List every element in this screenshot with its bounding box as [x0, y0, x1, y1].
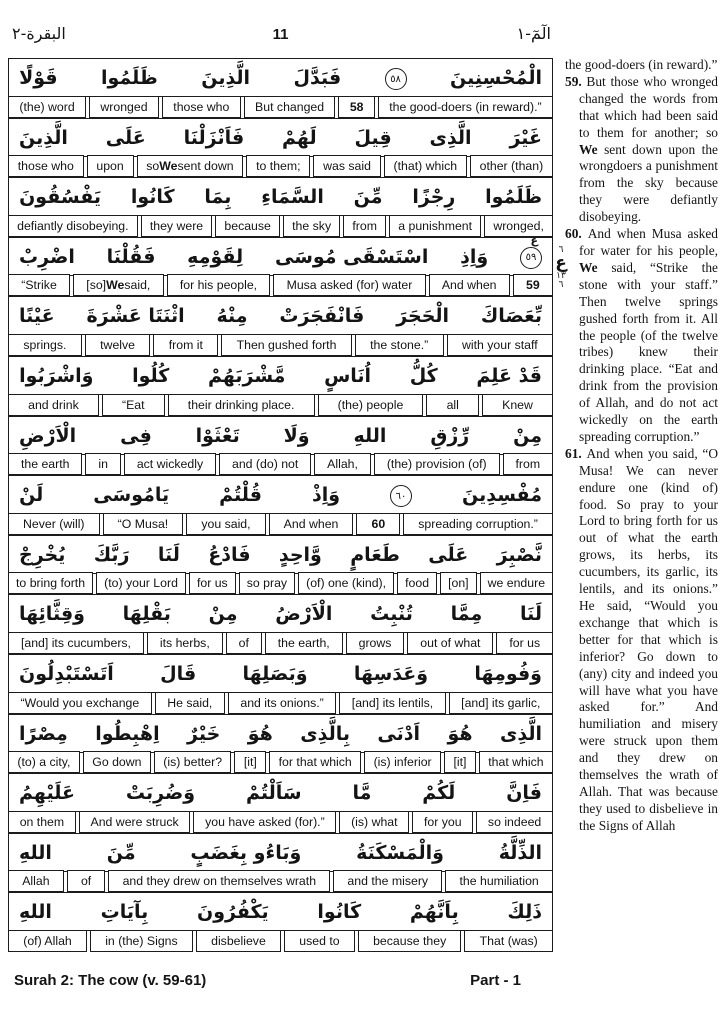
- arabic-line: [8, 356, 553, 395]
- arabic-word: فَقُلْنَا: [106, 245, 156, 268]
- translation-cell: Go down: [83, 751, 151, 773]
- translation-cell: (to) your Lord: [96, 572, 186, 594]
- verse-line-1: [8, 58, 553, 118]
- translation-cell: in: [85, 453, 120, 475]
- arabic-word: قَدْ عَلِمَ: [476, 364, 542, 387]
- arabic-word: اللهِ: [353, 424, 387, 447]
- translation-cell: they were: [141, 215, 213, 237]
- arabic-word: فَاِنَّ: [506, 782, 542, 805]
- translation-row: [8, 513, 553, 535]
- arabic-word: وَضُرِبَتْ: [125, 782, 196, 805]
- translation-cell: of: [67, 870, 106, 892]
- translation-row: [8, 692, 553, 714]
- translation-cell: (the) people: [318, 394, 424, 416]
- ayah-number-badge: ٥٨: [385, 68, 407, 90]
- arabic-word: مِصْرًا: [19, 722, 68, 745]
- translation-cell: (is) better?: [154, 751, 232, 773]
- translation-cell: spreading corruption.”: [403, 513, 553, 535]
- arabic-word: يَكْفُرُونَ: [196, 901, 269, 924]
- arabic-word: تُنْبِتُ: [370, 603, 413, 626]
- translation-cell: And were struck: [79, 811, 191, 833]
- translation-cell: “Would you exchange: [8, 692, 152, 714]
- verse-line-14: [8, 833, 553, 893]
- translation-cell: the earth: [8, 453, 82, 475]
- arabic-line: [8, 118, 553, 157]
- translation-row: [8, 453, 553, 475]
- translation-cell: so We sent down: [137, 155, 244, 177]
- arabic-word: الْحَجَرَ: [396, 305, 450, 328]
- translation-cell: with your staff: [447, 334, 553, 356]
- translation-cell: so pray: [239, 572, 295, 594]
- verse-line-3: [8, 177, 553, 237]
- translation-row: [8, 215, 553, 237]
- verse-line-11: [8, 654, 553, 714]
- arabic-word: وَبَصَلِهَا: [242, 662, 308, 685]
- arabic-word: مِنْ: [208, 603, 238, 626]
- arabic-word: لِقَوْمِهِ: [187, 245, 244, 268]
- verse-line-4: [8, 237, 553, 297]
- arabic-word: تَعْثَوْا: [195, 424, 240, 447]
- arabic-line: [8, 714, 553, 753]
- ayah-number-badge: ٦٠: [390, 485, 412, 507]
- translation-cell: 60: [356, 513, 400, 535]
- translation-row: [8, 274, 553, 296]
- ruku-top-number: ٦: [558, 245, 564, 255]
- arabic-line: [8, 296, 553, 335]
- arabic-word: لَهُمْ: [282, 126, 317, 149]
- page-number: 11: [272, 26, 289, 43]
- arabic-word: وَاِذْ: [311, 484, 341, 507]
- arabic-word: اثْنَتَا عَشْرَةَ: [86, 305, 185, 328]
- arabic-word: ذَلِكَ: [507, 901, 542, 924]
- translation-cell: Never (will): [8, 513, 100, 535]
- arabic-word: عَلَى: [105, 126, 146, 149]
- arabic-word: عَلَى: [428, 543, 469, 566]
- translation-cell: [and] its garlic,: [449, 692, 553, 714]
- translation-cell: a punishment: [389, 215, 481, 237]
- translation-cell: and its onions.”: [228, 692, 336, 714]
- translation-cell: “Eat: [102, 394, 165, 416]
- translation-cell: springs.: [8, 334, 82, 356]
- arabic-word: مُفْسِدِينَ: [462, 484, 542, 507]
- translation-row: [8, 632, 553, 654]
- footer-part-label: Part - 1: [470, 972, 521, 989]
- arabic-word: وَالْمَسْكَنَةُ: [356, 841, 444, 864]
- arabic-word: مِّنَ: [353, 186, 383, 209]
- verse-line-12: [8, 714, 553, 774]
- translation-cell: and the misery: [333, 870, 442, 892]
- arabic-word: فَاَنْزَلْنَا: [183, 126, 245, 149]
- translation-cell: food: [397, 572, 437, 594]
- arabic-word: رِّزْقِ: [430, 424, 470, 447]
- translation-cell: we endure: [480, 572, 553, 594]
- arabic-word: وَفُومِهَا: [474, 662, 542, 685]
- arabic-word: فِى: [120, 424, 152, 447]
- arabic-word: وَّاحِدٍ: [278, 543, 322, 566]
- translation-cell: [it]: [234, 751, 266, 773]
- verse-line-8: [8, 475, 553, 535]
- verse-line-6: [8, 356, 553, 416]
- arabic-word: بِالَّذِى: [300, 722, 351, 745]
- translation-cell: (is) what: [339, 811, 409, 833]
- arabic-word: قِيلَ: [354, 126, 392, 149]
- translation-cell: out of what: [407, 632, 493, 654]
- arabic-word: الْاَرْضِ: [19, 424, 77, 447]
- translation-cell: those who: [162, 96, 241, 118]
- arabic-word: يُخْرِجْ: [19, 543, 66, 566]
- verse-line-13: [8, 773, 553, 833]
- translation-cell: Knew: [482, 394, 553, 416]
- arabic-word: مَّشْرَبَهُمْ: [207, 364, 286, 387]
- arabic-word: مِنْهُ: [216, 305, 248, 328]
- arabic-word: الَّذِينَ: [19, 126, 68, 149]
- surah-title-arabic: البقرة-٢: [12, 24, 66, 43]
- arabic-word: الَّذِى: [499, 722, 542, 745]
- arabic-word: مِمَّا: [450, 603, 483, 626]
- arabic-line: [8, 773, 553, 812]
- translation-cell: That (was): [464, 930, 553, 952]
- arabic-line: [8, 237, 553, 276]
- translation-row: [8, 751, 553, 773]
- arabic-word: الَّذِى: [429, 126, 472, 149]
- arabic-line: [8, 535, 553, 574]
- translation-cell: Musa asked (for) water: [273, 274, 425, 296]
- translation-cell: [so] We said,: [73, 274, 164, 296]
- verse-paragraph-59: 59. But those who wronged changed the words from that which had been said to them for another; so We sent down upon the wrongdoers a punishment from the sky because they were defiantly disobeying.: [565, 73, 718, 225]
- translation-cell: all: [426, 394, 479, 416]
- translation-cell: (of) one (kind),: [298, 572, 394, 594]
- ruku-ain-mark: ع: [530, 236, 538, 247]
- arabic-word: وَاشْرَبُوا: [19, 364, 94, 387]
- page-footer: [8, 972, 553, 989]
- translation-cell: so indeed: [476, 811, 553, 833]
- arabic-word: لَنَا: [157, 543, 180, 566]
- arabic-word: بِمَا: [204, 186, 232, 209]
- translation-cell: 59: [513, 274, 553, 296]
- translation-cell: for us: [496, 632, 553, 654]
- arabic-word: هُوَ: [247, 722, 273, 745]
- ruku-middle-number: ١٣: [556, 271, 566, 281]
- translation-cell: [on]: [440, 572, 477, 594]
- translation-cell: (to) a city,: [8, 751, 80, 773]
- translation-row: [8, 334, 553, 356]
- page-header: [8, 22, 553, 50]
- translation-cell: from it: [153, 334, 218, 356]
- arabic-word: رَبَّكَ: [93, 543, 130, 566]
- arabic-word: يَفْسُقُونَ: [19, 186, 102, 209]
- arabic-word: كُلُوا: [132, 364, 170, 387]
- translation-cell: and (do) not: [219, 453, 311, 475]
- ruku-ain-letter: ع: [555, 253, 567, 273]
- verse-paragraph-61: 61. And when you said, “O Musa! We can never endure one (kind of) food. So pray to your Lord to bring forth for us out of what the earth grows, its herbs, its cucumbers, its garlic, its lentils, and its onions.” He said, “Would you exchange that which is better for that which is inferior? Go down to (any) city and indeed you will have what you have asked for.” And humiliation and misery were struck upon them and they drew on themselves the wrath of Allah. That was because they used to disbelieve in the Signs of Allah: [565, 445, 718, 833]
- translation-cell: 58: [338, 96, 374, 118]
- arabic-word: بِاَنَّهُمْ: [409, 901, 459, 924]
- arabic-word: لَنْ: [19, 484, 44, 507]
- arabic-word: وَبَاءُو بِغَضَبٍ: [190, 841, 302, 864]
- arabic-line: [8, 594, 553, 633]
- translation-cell: [and] its lentils,: [339, 692, 445, 714]
- arabic-word: اللهِ: [19, 841, 52, 864]
- translation-cell: wronged: [89, 96, 159, 118]
- arabic-word: بِآيَاتِ: [100, 901, 149, 924]
- arabic-word: بَقْلِهَا: [122, 603, 171, 626]
- translation-cell: Allah: [8, 870, 64, 892]
- verse-line-15: [8, 892, 553, 952]
- translation-cell: And when: [269, 513, 354, 535]
- word-by-word-table: [8, 58, 553, 952]
- translation-cell: defiantly disobeying.: [8, 215, 138, 237]
- arabic-word: كَانُوا: [317, 901, 362, 924]
- arabic-word: هُوَ: [447, 722, 473, 745]
- arabic-word: الذِّلَّةُ: [498, 841, 542, 864]
- translation-cell: (is) inferior: [364, 751, 441, 773]
- arabic-word: رِجْزًا: [412, 186, 456, 209]
- arabic-word: ظَلَمُوا: [100, 67, 158, 89]
- translation-cell: the earth,: [265, 632, 343, 654]
- translation-cell: from: [343, 215, 386, 237]
- translation-cell: Allah,: [314, 453, 371, 475]
- ayah-number-badge: ٥٩ ع: [520, 247, 542, 269]
- translation-row: [8, 572, 553, 594]
- translation-cell: that which: [479, 751, 553, 773]
- verse-number: 61.: [565, 445, 587, 461]
- arabic-word: اضْرِبْ: [19, 245, 75, 268]
- translation-cell: and they drew on themselves wrath: [108, 870, 330, 892]
- translation-cell: on them: [8, 811, 76, 833]
- translation-cell: (of) Allah: [8, 930, 87, 952]
- arabic-word: مِنْ: [513, 424, 542, 447]
- verse-number: 60.: [565, 226, 588, 242]
- translation-cell: because they: [358, 930, 462, 952]
- translation-row: [8, 811, 553, 833]
- translation-row: [8, 96, 553, 118]
- verse-line-7: [8, 416, 553, 476]
- arabic-word: مِّنَ: [106, 841, 136, 864]
- arabic-word: اُنَاسٍ: [324, 364, 372, 387]
- translation-row: [8, 870, 553, 892]
- translation-cell: He said,: [155, 692, 225, 714]
- arabic-word: عَيْنًا: [19, 305, 55, 328]
- translation-cell: disbelieve: [196, 930, 281, 952]
- translation-cell: the humiliation: [445, 870, 553, 892]
- translation-cell: other (than): [470, 155, 553, 177]
- arabic-word: الَّذِينَ: [201, 67, 251, 89]
- translation-cell: Then gushed forth: [221, 334, 352, 356]
- arabic-line: [8, 58, 553, 97]
- arabic-word: اَتَسْتَبْدِلُونَ: [19, 662, 114, 685]
- arabic-word: يَامُوسَى: [93, 484, 170, 507]
- translation-cell: “Strike: [8, 274, 70, 296]
- translation-row: [8, 930, 553, 952]
- translation-cell: the stone.”: [355, 334, 444, 356]
- translation-cell: you have asked (for).”: [193, 811, 336, 833]
- translation-cell: those who: [8, 155, 84, 177]
- translation-cell: (the) provision (of): [374, 453, 500, 475]
- arabic-word: لَكُمْ: [422, 782, 456, 805]
- arabic-word: وَعَدَسِهَا: [353, 662, 429, 685]
- arabic-word: قُلْتُمْ: [219, 484, 262, 507]
- arabic-word: بِّعَصَاكَ: [480, 305, 542, 328]
- ruku-bottom-number: ٦: [558, 280, 564, 290]
- arabic-word: الْاَرْضُ: [275, 603, 333, 626]
- translation-cell: to them;: [246, 155, 310, 177]
- translation-cell: its herbs,: [147, 632, 223, 654]
- translation-cell: upon: [87, 155, 134, 177]
- arabic-word: الْمُحْسِنِينَ: [449, 67, 542, 89]
- arabic-word: ظَلَمُوا: [485, 186, 542, 209]
- arabic-line: [8, 892, 553, 931]
- translation-cell: (that) which: [384, 155, 467, 177]
- verse-line-9: [8, 535, 553, 595]
- verse-number: 59.: [565, 73, 587, 89]
- arabic-word: اللهِ: [19, 901, 52, 924]
- arabic-word: كُلُّ: [409, 364, 438, 387]
- arabic-word: فَبَدَّلَ: [293, 67, 342, 89]
- arabic-word: وَلَا: [283, 424, 310, 447]
- juz-title-arabic: الٓمٓ-١: [516, 24, 551, 43]
- translation-cell: for you: [412, 811, 473, 833]
- translation-row: [8, 394, 553, 416]
- arabic-line: [8, 833, 553, 872]
- arabic-line: [8, 177, 553, 216]
- arabic-word: مَّا: [352, 782, 372, 805]
- arabic-word: سَاَلْتُمْ: [245, 782, 302, 805]
- translation-cell: to bring forth: [8, 572, 93, 594]
- arabic-word: قَالَ: [160, 662, 197, 685]
- verse-line-10: [8, 594, 553, 654]
- arabic-word: وَاِذِ: [460, 245, 489, 268]
- translation-cell: of: [226, 632, 262, 654]
- arabic-word: لَنَا: [519, 603, 542, 626]
- translation-cell: their drinking place.: [168, 394, 315, 416]
- translation-cell: [and] its cucumbers,: [8, 632, 144, 654]
- sidebar-translation: [565, 57, 718, 835]
- translation-cell: was said: [313, 155, 380, 177]
- arabic-word: قَوْلًا: [19, 67, 58, 89]
- translation-cell: act wickedly: [124, 453, 216, 475]
- translation-cell: And when: [429, 274, 510, 296]
- translation-cell: But changed: [244, 96, 336, 118]
- arabic-line: [8, 654, 553, 693]
- translation-cell: you said,: [186, 513, 265, 535]
- translation-cell: grows: [346, 632, 405, 654]
- translation-cell: (the) word: [8, 96, 86, 118]
- arabic-word: طَعَامٍ: [350, 543, 400, 566]
- translation-cell: twelve: [85, 334, 151, 356]
- arabic-line: [8, 416, 553, 455]
- arabic-word: فَانْفَجَرَتْ: [279, 305, 365, 328]
- arabic-word: فَادْعُ: [208, 543, 251, 566]
- translation-cell: and drink: [8, 394, 99, 416]
- arabic-word: كَانُوا: [130, 186, 175, 209]
- arabic-word: اسْتَسْقَى مُوسَى: [274, 245, 429, 268]
- arabic-line: [8, 475, 553, 514]
- translation-cell: in (the) Signs: [90, 930, 193, 952]
- translation-cell: the sky: [283, 215, 340, 237]
- arabic-word: السَّمَاءِ: [261, 186, 324, 209]
- translation-fragment: the good-doers (in reward).”: [565, 57, 718, 72]
- translation-cell: from: [503, 453, 553, 475]
- translation-cell: used to: [284, 930, 355, 952]
- verse-line-5: [8, 296, 553, 356]
- translation-cell: “O Musa!: [103, 513, 184, 535]
- arabic-word: اَدْنَى: [377, 722, 421, 745]
- verse-paragraph-60: 60. And when Musa asked for water for his people, We said, “Strike the stone with your staff.” Then twelve springs gushed forth from it. All the people (of the twelve tribes) knew their drinking place. “Eat and drink from the provision of Allah, and do not act wickedly on the earth spreading corruption.”: [565, 226, 718, 444]
- translation-row: [8, 155, 553, 177]
- arabic-word: وَقِثَّائِهَا: [19, 603, 85, 626]
- translation-cell: because: [215, 215, 280, 237]
- translation-cell: for that which: [269, 751, 361, 773]
- translation-cell: [it]: [444, 751, 476, 773]
- translation-cell: wronged,: [484, 215, 553, 237]
- translation-cell: for us: [189, 572, 236, 594]
- arabic-word: خَيْرٌ: [187, 722, 221, 745]
- arabic-word: نَّصْبِرَ: [496, 543, 542, 566]
- arabic-word: غَيْرَ: [509, 126, 542, 149]
- verse-line-2: [8, 118, 553, 178]
- footer-surah-label: Surah 2: The cow (v. 59-61): [14, 972, 207, 989]
- translation-cell: for his people,: [167, 274, 271, 296]
- arabic-word: عَلَيْهِمُ: [19, 782, 75, 805]
- translation-cell: the good-doers (in reward).”: [378, 96, 553, 118]
- arabic-word: اِهْبِطُوا: [95, 722, 160, 745]
